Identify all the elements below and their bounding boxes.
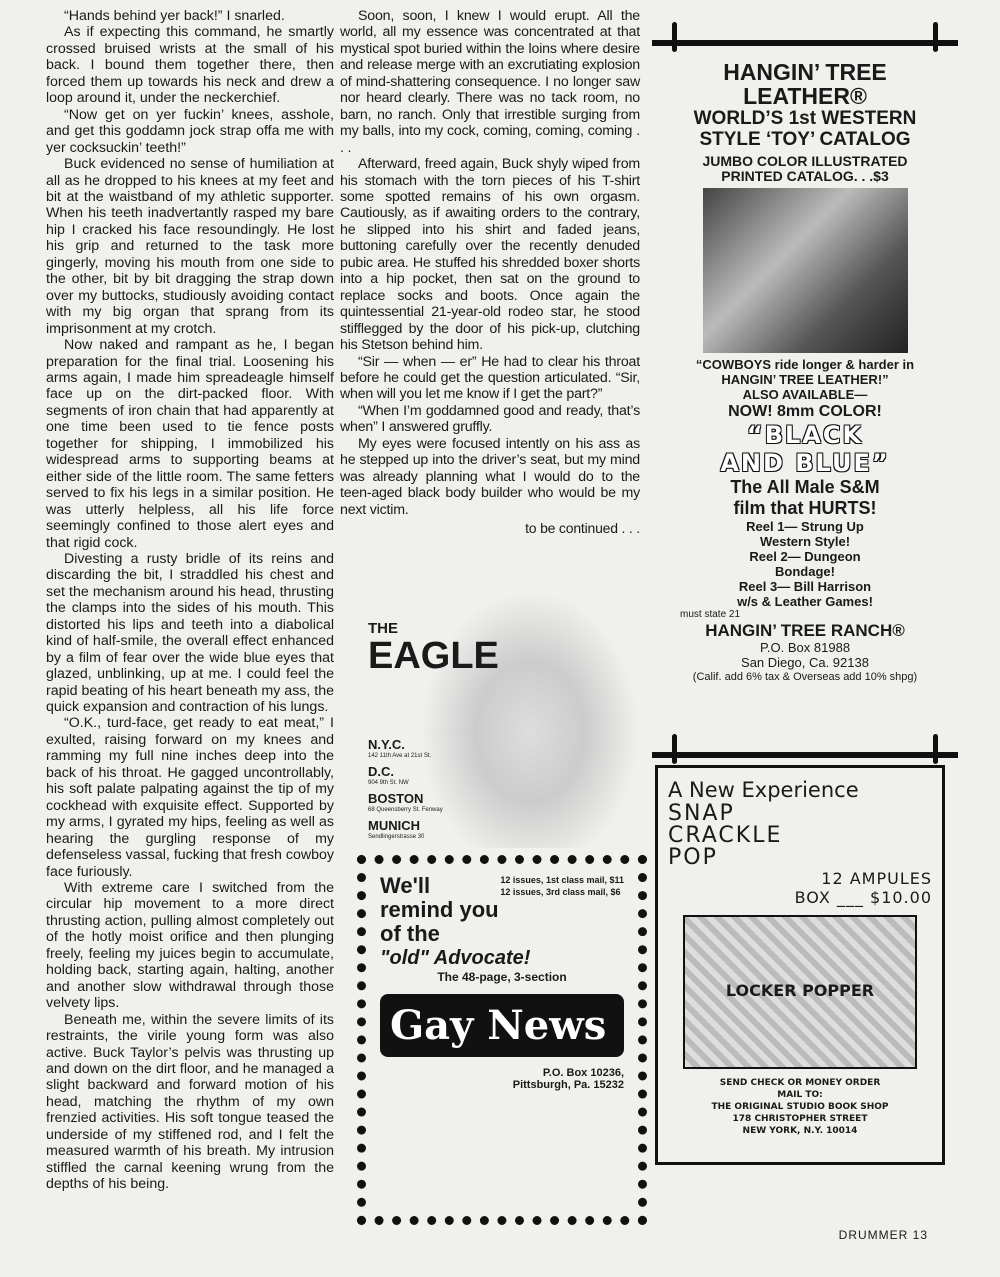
city: D.C. <box>368 764 394 779</box>
ad-text: P.O. Box 81988 <box>759 640 851 655</box>
paragraph: Now naked and rampant as he, I began preparation for the final trial. Loosening his arms again, I made him spreadeagle himself face up on the dirt-packed floor. With segments of iron chain that had apparently at one time been used to tie fence posts together for shipping, I immobilized his widespread arms to supporting beams at either side of the little room. The same fetters served to fix his legs in a similar position. He was utterly helpless, all his life force seemingly confined to those alert eyes and that rigid cock. <box>46 337 334 551</box>
paragraph: “When I’m goddamned good and ready, that’s when” I answered gruffly. <box>340 402 640 436</box>
price-list <box>500 874 624 898</box>
paragraph: With extreme care I switched from the circular hip movement to a more direct thrusting action, pulling almost completely out of the hotly moist orifice and then plunging freely, feeling my juices begin to accumulate, holding back, starting again, halting, another and another slow withdrawal through those velvety lips. <box>46 880 334 1012</box>
reel-item: Bondage! <box>775 564 835 579</box>
reel-item: Reel 3— Bill Harrison <box>738 579 872 594</box>
paragraph: “Sir — when — er” He had to clear his throat before he could get the question articulated. “Sir, when will you let me know if I get the part?” <box>340 353 640 403</box>
story-column-2 <box>340 8 640 537</box>
ad-text: The All Male S&M <box>730 477 880 497</box>
page-footer: DRUMMER 13 <box>838 1228 928 1242</box>
city: BOSTON <box>368 791 424 806</box>
paragraph: “Now get on yer fuckin’ knees, asshole, and get this goddamn jock strap offa me with yer cocksuckin’ teeth!” <box>46 106 334 156</box>
paragraph: My eyes were focused intently on his ass as he stepped up into the driver’s seat, but my mind was already planning what I would do to the teen-aged black body builder who would be my next victim. <box>340 435 640 518</box>
ad-text: “COWBOYS ride longer & harder in <box>695 357 915 372</box>
headline: SNAP <box>668 801 735 826</box>
headline: remind you <box>380 897 499 922</box>
ad-text: MAIL TO: <box>777 1090 823 1100</box>
paragraph: Buck evidenced no sense of humiliation at all as he dropped to his knees at my feet and bit at the waistband of my athletic supporter. When his teeth inadvertantly rasped my bare hip I cracked his face resoundingly. He lost his grip and returned to the task more gingerly, moving his mouth from one side to the other, bit by bit dragging the strap down over my buttocks, studiously avoiding contact with my big organ that sprang from its imprisonment at my crotch. <box>46 156 334 337</box>
hangin-tree-ad <box>652 40 958 758</box>
ad-subtitle: STYLE ‘TOY’ CATALOG <box>699 129 911 150</box>
film-title: “BLACK <box>746 421 864 449</box>
ad-text: 178 CHRISTOPHER STREET <box>732 1114 868 1124</box>
ad-text: HANGIN’ TREE LEATHER!” <box>721 372 889 387</box>
price-line: 12 issues, 3rd class mail, $6 <box>500 887 621 897</box>
ad-title: HANGIN’ TREE <box>723 59 887 85</box>
ad-text: P.O. Box 10236, <box>542 1067 624 1079</box>
paragraph: Beneath me, within the severe limits of its restraints, the virile young form was also active. Buck Taylor’s pelvis was thrusting up and down on the dirt floor, and he managed a slight backward and forward motion of his head, matching the rhythm of my own frenzied activities. His soft tongue teased the underside of my stiffened rod, and I felt the measured warmth of his breath. My intrusion stiffled the carnal keening wrung from the depths of his being. <box>46 1011 334 1193</box>
ad-text: JUMBO COLOR ILLUSTRATED <box>702 153 908 169</box>
headline: CRACKLE <box>668 823 783 848</box>
city: N.Y.C. <box>368 737 405 752</box>
reel-item: Reel 2— Dungeon <box>749 549 861 564</box>
reel-item: w/s & Leather Games! <box>737 594 873 609</box>
ad-text: NEW YORK, N.Y. 10014 <box>742 1126 858 1136</box>
headline: A New Experience <box>668 778 859 802</box>
reel-item: Western Style! <box>759 534 851 549</box>
headline: "old" Advocate! <box>380 947 531 969</box>
paragraph: “Hands behind yer back!” I snarled. <box>64 8 285 24</box>
paragraph: Afterward, freed again, Buck shyly wiped from his stomach with the torn pieces of his T-shirt some spotted remains of his own orgasm. Cautiously, as if awaiting orders to the contrary, he slipped into his shirt and faded jeans, buttoning carefully over the recently denuded pubic area. He stuffed his shredded boxer shorts into a hip pocket, then sat on the ground to replace socks and boots. Once again the quintessential 21-year-old rodeo star, he stood stifflegged by the door of his pick-up, clutching his Stetson behind him. <box>340 156 640 354</box>
ad-text: NOW! 8mm COLOR! <box>728 403 882 420</box>
price-line: 12 issues, 1st class mail, $11 <box>500 875 624 885</box>
ad-subtitle: WORLD’S 1st WESTERN <box>693 108 917 129</box>
headline: POP <box>668 845 718 870</box>
location-list <box>368 738 443 846</box>
paragraph: As if expecting this command, he smartly crossed bruised wrists at the small of his back. I bound them together there, then forced them up towards his neck and drew a loop around it, under the neckerchief. <box>46 24 334 107</box>
address: 904 9th St. NW <box>368 780 409 786</box>
headline: of the <box>380 921 440 946</box>
ad-photo <box>703 188 908 353</box>
ad-text: The 48-page, 3-section <box>437 970 567 984</box>
address: 142 11th Ave at 21st St. <box>368 753 432 759</box>
product-illustration <box>683 915 917 1069</box>
story-column-1 <box>46 8 334 1193</box>
ad-title: LEATHER® <box>743 83 867 109</box>
ad-text: ALSO AVAILABLE— <box>742 387 868 402</box>
ad-text: film that HURTS! <box>733 498 877 518</box>
address: 68 Queensberry St. Fenway <box>368 807 443 813</box>
ad-text: 12 AMPULES <box>821 869 932 888</box>
locker-popper-ad <box>655 765 945 1165</box>
paragraph: “O.K., turd-face, get ready to eat meat,” I exulted, raising forward on my knees and ramming my full nine inches deep into the back of his throat. He gagged uncontrollably, his soft palate palpating against the tip of my cockhead with exquisite effect. Supported by my arms, I gyrated my hips, feeling as well as hearing the gurgling response of my defenseless vassal, fucking that fresh cowboy face furiously. <box>46 715 334 880</box>
paragraph: Soon, soon, I knew I would erupt. All the world, all my essence was concentrated at that mystical spot buried within the loins where desire and release merge with an excrutiating explosion of mind-shattering consequence. I no longer saw nor heard clearly. There was no tack room, no barn, no ranch. Only that irrestible surging from my balls, into my cock, coming, coming, coming . . . <box>340 8 640 156</box>
address: Sendlingerstrasse 30 <box>368 834 425 840</box>
gay-news-logo: Gay News <box>380 994 624 1057</box>
ad-text: PRINTED CATALOG. . .$3 <box>721 168 889 184</box>
price: BOX ___ $10.00 <box>794 888 932 907</box>
bottom-rail-divider <box>652 752 958 758</box>
product-label: LOCKER POPPER <box>725 981 875 1000</box>
ad-text: THE ORIGINAL STUDIO BOOK SHOP <box>711 1102 889 1112</box>
ad-text: THE <box>368 620 398 637</box>
ad-text: (Calif. add 6% tax & Overseas add 10% shpg) <box>692 671 918 683</box>
reel-item: Reel 1— Strung Up <box>746 519 864 534</box>
ad-text: San Diego, Ca. 92138 <box>741 655 869 670</box>
ad-text: HANGIN’ TREE RANCH® <box>705 621 905 640</box>
eagle-bar-ad <box>360 590 646 850</box>
gay-news-ad <box>357 855 647 1225</box>
ad-text: must state 21 <box>680 609 741 620</box>
city: MUNICH <box>368 818 420 833</box>
headline: We'll <box>380 873 431 898</box>
film-title: AND BLUE” <box>720 449 890 477</box>
eagle-logo: EAGLE <box>368 635 499 677</box>
ad-text: Pittsburgh, Pa. 15232 <box>512 1079 624 1091</box>
top-rail-divider <box>652 40 958 46</box>
ad-text: SEND CHECK OR MONEY ORDER <box>719 1078 881 1088</box>
paragraph: Divesting a rusty bridle of its reins and discarding the bit, I straddled his chest and set the mechanism around his head, thrusting the clamps into the sides of his mouth. This distorted his lips and teeth into a diabolical kind of half-smile, the overall effect enhanced by a film of fear over the wide blue eyes that glazed, unblinking, up at me. I could feel the rapid beating of his heart beneath my ass, the quick expansion and contraction of his lungs. <box>46 550 334 716</box>
to-be-continued: to be continued . . . <box>525 520 640 537</box>
